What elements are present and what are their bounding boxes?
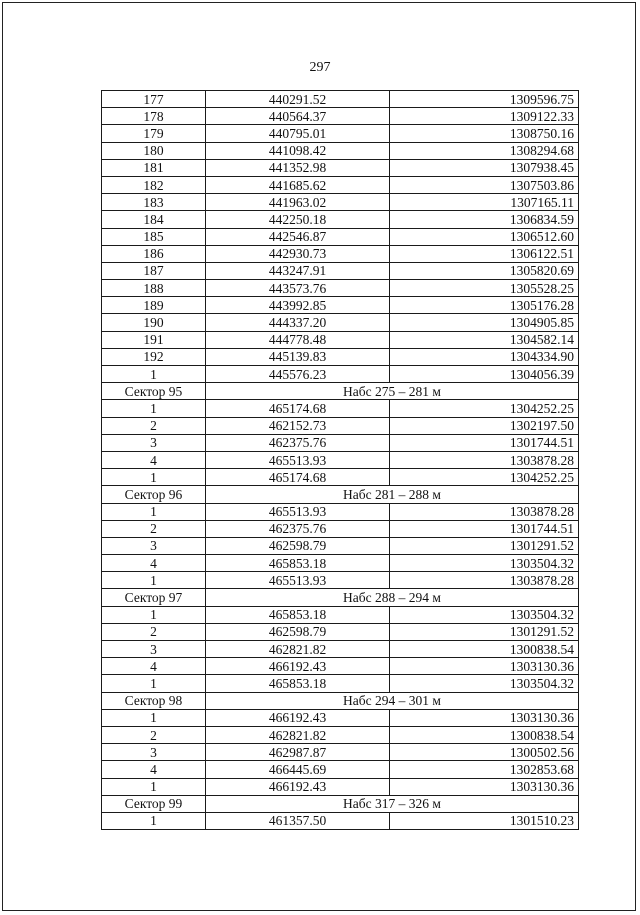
- x-coordinate-cell: 466192.43: [206, 658, 390, 675]
- y-coordinate-cell: 1304905.85: [390, 314, 579, 331]
- y-coordinate-cell: 1304252.25: [390, 400, 579, 417]
- y-coordinate-cell: 1303504.32: [390, 606, 579, 623]
- y-coordinate-cell: 1303130.36: [390, 658, 579, 675]
- x-coordinate-cell: 440291.52: [206, 91, 390, 108]
- y-coordinate-cell: 1304582.14: [390, 331, 579, 348]
- table-row: [102, 658, 579, 675]
- height-range-label: Набс 275 – 281 м: [206, 383, 579, 400]
- y-coordinate-cell: 1300838.54: [390, 641, 579, 658]
- x-coordinate-cell: 441098.42: [206, 142, 390, 159]
- x-coordinate-cell: 465174.68: [206, 469, 390, 486]
- y-coordinate-cell: 1307503.86: [390, 176, 579, 193]
- y-coordinate-cell: 1309122.33: [390, 108, 579, 125]
- point-number-cell: 182: [102, 176, 206, 193]
- point-number-cell: 188: [102, 280, 206, 297]
- height-range-label: Набс 288 – 294 м: [206, 589, 579, 606]
- x-coordinate-cell: 440564.37: [206, 108, 390, 125]
- point-number-cell: 184: [102, 211, 206, 228]
- x-coordinate-cell: 465513.93: [206, 503, 390, 520]
- table-row: [102, 366, 579, 383]
- y-coordinate-cell: 1309596.75: [390, 91, 579, 108]
- table-row: [102, 709, 579, 726]
- y-coordinate-cell: 1301291.52: [390, 537, 579, 554]
- y-coordinate-cell: 1303504.32: [390, 675, 579, 692]
- table-row: [102, 572, 579, 589]
- point-number-cell: 190: [102, 314, 206, 331]
- x-coordinate-cell: 440795.01: [206, 125, 390, 142]
- table-row: [102, 623, 579, 640]
- x-coordinate-cell: 461357.50: [206, 812, 390, 829]
- y-coordinate-cell: 1307938.45: [390, 159, 579, 176]
- y-coordinate-cell: 1303504.32: [390, 555, 579, 572]
- y-coordinate-cell: 1305176.28: [390, 297, 579, 314]
- table-row: [102, 125, 579, 142]
- x-coordinate-cell: 443992.85: [206, 297, 390, 314]
- point-number-cell: 1: [102, 469, 206, 486]
- y-coordinate-cell: 1304056.39: [390, 366, 579, 383]
- x-coordinate-cell: 465513.93: [206, 451, 390, 468]
- x-coordinate-cell: 445139.83: [206, 348, 390, 365]
- x-coordinate-cell: 462375.76: [206, 520, 390, 537]
- y-coordinate-cell: 1304334.90: [390, 348, 579, 365]
- point-number-cell: 4: [102, 658, 206, 675]
- point-number-cell: 2: [102, 417, 206, 434]
- x-coordinate-cell: 462152.73: [206, 417, 390, 434]
- x-coordinate-cell: 441352.98: [206, 159, 390, 176]
- point-number-cell: 4: [102, 555, 206, 572]
- table-row: [102, 142, 579, 159]
- table-row: [102, 280, 579, 297]
- point-number-cell: 1: [102, 675, 206, 692]
- table-row: [102, 675, 579, 692]
- x-coordinate-cell: 466192.43: [206, 709, 390, 726]
- point-number-cell: 1: [102, 606, 206, 623]
- x-coordinate-cell: 465853.18: [206, 606, 390, 623]
- point-number-cell: 4: [102, 451, 206, 468]
- y-coordinate-cell: 1303130.36: [390, 709, 579, 726]
- sector-label: Сектор 95: [102, 383, 206, 400]
- table-row: [102, 744, 579, 761]
- table-row: [102, 211, 579, 228]
- coordinates-table: [101, 90, 579, 830]
- height-range-label: Набс 281 – 288 м: [206, 486, 579, 503]
- table-row: [102, 537, 579, 554]
- sector-header-row: [102, 795, 579, 812]
- y-coordinate-cell: 1302197.50: [390, 417, 579, 434]
- y-coordinate-cell: 1303130.36: [390, 778, 579, 795]
- x-coordinate-cell: 444337.20: [206, 314, 390, 331]
- sector-label: Сектор 97: [102, 589, 206, 606]
- x-coordinate-cell: 465513.93: [206, 572, 390, 589]
- y-coordinate-cell: 1306512.60: [390, 228, 579, 245]
- y-coordinate-cell: 1304252.25: [390, 469, 579, 486]
- point-number-cell: 186: [102, 245, 206, 262]
- x-coordinate-cell: 462598.79: [206, 537, 390, 554]
- x-coordinate-cell: 442546.87: [206, 228, 390, 245]
- table-row: [102, 520, 579, 537]
- point-number-cell: 1: [102, 366, 206, 383]
- table-row: [102, 606, 579, 623]
- table-row: [102, 348, 579, 365]
- x-coordinate-cell: 462821.82: [206, 726, 390, 743]
- y-coordinate-cell: 1306834.59: [390, 211, 579, 228]
- point-number-cell: 1: [102, 572, 206, 589]
- table-row: [102, 91, 579, 108]
- table-row: [102, 314, 579, 331]
- table-row: [102, 641, 579, 658]
- point-number-cell: 4: [102, 761, 206, 778]
- table-row: [102, 434, 579, 451]
- x-coordinate-cell: 462598.79: [206, 623, 390, 640]
- point-number-cell: 1: [102, 503, 206, 520]
- point-number-cell: 3: [102, 434, 206, 451]
- point-number-cell: 2: [102, 623, 206, 640]
- table-row: [102, 400, 579, 417]
- y-coordinate-cell: 1305528.25: [390, 280, 579, 297]
- table-row: [102, 555, 579, 572]
- point-number-cell: 178: [102, 108, 206, 125]
- point-number-cell: 177: [102, 91, 206, 108]
- table-row: [102, 812, 579, 829]
- y-coordinate-cell: 1308750.16: [390, 125, 579, 142]
- x-coordinate-cell: 443573.76: [206, 280, 390, 297]
- table-row: [102, 778, 579, 795]
- table-row: [102, 228, 579, 245]
- y-coordinate-cell: 1301744.51: [390, 434, 579, 451]
- coordinates-table-body: [102, 91, 579, 830]
- y-coordinate-cell: 1306122.51: [390, 245, 579, 262]
- x-coordinate-cell: 462987.87: [206, 744, 390, 761]
- y-coordinate-cell: 1303878.28: [390, 451, 579, 468]
- point-number-cell: 192: [102, 348, 206, 365]
- height-range-label: Набс 294 – 301 м: [206, 692, 579, 709]
- point-number-cell: 179: [102, 125, 206, 142]
- sector-header-row: [102, 486, 579, 503]
- y-coordinate-cell: 1301510.23: [390, 812, 579, 829]
- point-number-cell: 183: [102, 194, 206, 211]
- point-number-cell: 1: [102, 778, 206, 795]
- table-row: [102, 469, 579, 486]
- table-row: [102, 331, 579, 348]
- table-row: [102, 297, 579, 314]
- point-number-cell: 3: [102, 537, 206, 554]
- point-number-cell: 3: [102, 641, 206, 658]
- point-number-cell: 187: [102, 262, 206, 279]
- point-number-cell: 1: [102, 709, 206, 726]
- sector-header-row: [102, 692, 579, 709]
- y-coordinate-cell: 1307165.11: [390, 194, 579, 211]
- y-coordinate-cell: 1303878.28: [390, 503, 579, 520]
- table-row: [102, 761, 579, 778]
- point-number-cell: 1: [102, 812, 206, 829]
- x-coordinate-cell: 466192.43: [206, 778, 390, 795]
- table-row: [102, 262, 579, 279]
- point-number-cell: 2: [102, 520, 206, 537]
- y-coordinate-cell: 1300838.54: [390, 726, 579, 743]
- x-coordinate-cell: 441685.62: [206, 176, 390, 193]
- height-range-label: Набс 317 – 326 м: [206, 795, 579, 812]
- point-number-cell: 2: [102, 726, 206, 743]
- y-coordinate-cell: 1302853.68: [390, 761, 579, 778]
- table-row: [102, 503, 579, 520]
- x-coordinate-cell: 445576.23: [206, 366, 390, 383]
- table-row: [102, 159, 579, 176]
- page-number: 297: [309, 60, 331, 75]
- table-row: [102, 451, 579, 468]
- x-coordinate-cell: 466445.69: [206, 761, 390, 778]
- table-row: [102, 194, 579, 211]
- x-coordinate-cell: 443247.91: [206, 262, 390, 279]
- sector-header-row: [102, 383, 579, 400]
- x-coordinate-cell: 465174.68: [206, 400, 390, 417]
- y-coordinate-cell: 1301744.51: [390, 520, 579, 537]
- point-number-cell: 191: [102, 331, 206, 348]
- x-coordinate-cell: 444778.48: [206, 331, 390, 348]
- y-coordinate-cell: 1301291.52: [390, 623, 579, 640]
- x-coordinate-cell: 465853.18: [206, 675, 390, 692]
- table-row: [102, 417, 579, 434]
- point-number-cell: 1: [102, 400, 206, 417]
- sector-label: Сектор 99: [102, 795, 206, 812]
- point-number-cell: 181: [102, 159, 206, 176]
- y-coordinate-cell: 1308294.68: [390, 142, 579, 159]
- table-row: [102, 245, 579, 262]
- x-coordinate-cell: 442250.18: [206, 211, 390, 228]
- y-coordinate-cell: 1305820.69: [390, 262, 579, 279]
- point-number-cell: 3: [102, 744, 206, 761]
- x-coordinate-cell: 462375.76: [206, 434, 390, 451]
- table-row: [102, 726, 579, 743]
- x-coordinate-cell: 462821.82: [206, 641, 390, 658]
- sector-header-row: [102, 589, 579, 606]
- x-coordinate-cell: 465853.18: [206, 555, 390, 572]
- y-coordinate-cell: 1303878.28: [390, 572, 579, 589]
- x-coordinate-cell: 442930.73: [206, 245, 390, 262]
- table-row: [102, 108, 579, 125]
- sector-label: Сектор 96: [102, 486, 206, 503]
- table-row: [102, 176, 579, 193]
- x-coordinate-cell: 441963.02: [206, 194, 390, 211]
- point-number-cell: 180: [102, 142, 206, 159]
- point-number-cell: 189: [102, 297, 206, 314]
- y-coordinate-cell: 1300502.56: [390, 744, 579, 761]
- point-number-cell: 185: [102, 228, 206, 245]
- sector-label: Сектор 98: [102, 692, 206, 709]
